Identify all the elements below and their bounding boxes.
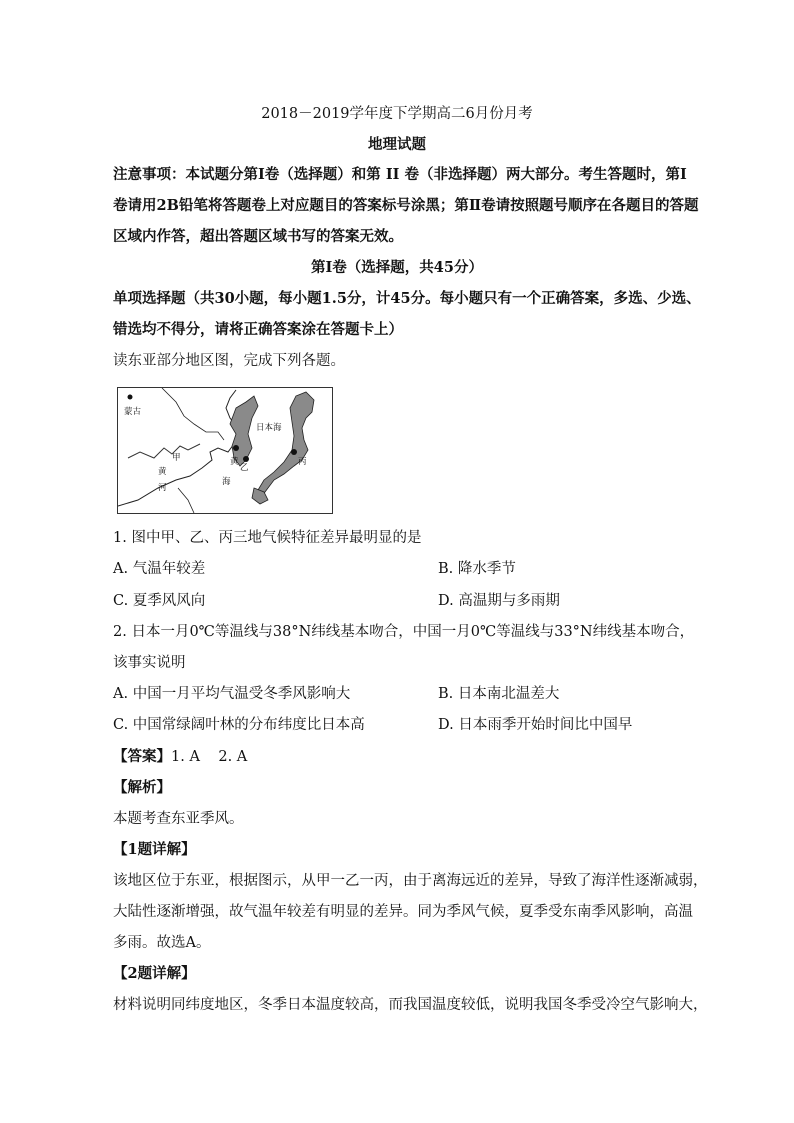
- exam-subtitle: 地理试题: [368, 136, 426, 153]
- question-1-option-a[interactable]: A. 气温年较差: [113, 561, 206, 577]
- east-asia-map: [117, 387, 333, 514]
- reading-prompt: 读东亚部分地区图，完成下列各题。: [113, 353, 345, 369]
- analysis-text: 本题考查东亚季风。: [113, 811, 244, 827]
- question-1-option-c[interactable]: C. 夏季风风向: [113, 593, 206, 609]
- answer-text: 1. A 2. A: [171, 749, 248, 765]
- answer-label: 【答案】: [113, 748, 171, 765]
- detail-1-line-1: 该地区位于东亚，根据图示，从甲一乙一丙，由于离海远近的差异，导致了海洋性逐渐减弱，: [113, 873, 708, 889]
- detail-1-line-2: 大陆性逐渐增强，故气温年较差有明显的差异。同为季风气候，夏季受东南季风影响，高温: [113, 904, 693, 920]
- detail-1-label: 【1题详解】: [113, 841, 196, 858]
- coast-south: [178, 488, 194, 513]
- yellow-river: [128, 444, 200, 458]
- question-2-option-c[interactable]: C. 中国常绿阔叶林的分布纬度比日本高: [113, 717, 365, 733]
- section-instruction-1: 单项选择题（共30小题，每小题1.5分，计45分。每小题只有一个正确答案，多选、少选、: [113, 290, 701, 307]
- exam-title: 2018－2019学年度下学期高二6月份月考: [261, 106, 533, 122]
- label-huanghe-1: 黄: [158, 467, 167, 477]
- section-title: 第Ⅰ卷（选择题，共45分）: [311, 259, 483, 276]
- question-2-option-d[interactable]: D. 日本雨季开始时间比中国早: [438, 717, 633, 733]
- border-line: [162, 388, 224, 440]
- question-2-option-a[interactable]: A. 中国一月平均气温受冬季风影响大: [113, 686, 351, 702]
- notice-line-2: 卷请用2B铅笔将答题卷上对应题目的答案标号涂黑；第Ⅱ卷请按照题号顺序在各题目的答题: [113, 197, 699, 214]
- detail-2-label: 【2题详解】: [113, 965, 196, 982]
- answer-line: [113, 746, 689, 768]
- notice-line-1: 注意事项：本试题分第Ⅰ卷（选择题）和第 II 卷（非选择题）两大部分。考生答题时，第Ⅰ: [113, 166, 687, 183]
- label-huanghai-2: 海: [222, 477, 231, 487]
- notice-line-3: 区域内作答，超出答题区域书写的答案无效。: [113, 228, 403, 245]
- analysis-label: 【解析】: [113, 779, 171, 796]
- section-instruction-2: 错选均不得分，请将正确答案涂在答题卡上）: [113, 321, 403, 338]
- question-1-option-b[interactable]: B. 降水季节: [438, 561, 516, 577]
- detail-1-line-3: 多雨。故选A。: [113, 935, 211, 951]
- label-huanghe-2: 河: [158, 483, 167, 493]
- label-bing: 丙: [298, 457, 307, 467]
- label-jia: 甲: [172, 453, 181, 463]
- yi-dot: [243, 456, 249, 462]
- question-2-option-b[interactable]: B. 日本南北温差大: [438, 686, 560, 702]
- question-1-option-d[interactable]: D. 高温期与多雨期: [438, 593, 560, 609]
- label-yi: 乙: [240, 463, 249, 473]
- question-1-stem: 1. 图中甲、乙、丙三地气候特征差异最明显的是: [113, 530, 422, 546]
- label-mongolia: 蒙古: [124, 407, 142, 417]
- korean-peninsula: [230, 396, 258, 466]
- bing-dot: [291, 449, 297, 455]
- mongolia-dot: [128, 395, 133, 400]
- jia-dot: [233, 445, 239, 451]
- question-2-stem-2: 该事实说明: [113, 655, 186, 671]
- label-sea-of-japan: 日本海: [256, 423, 282, 433]
- japan-islands: [258, 392, 314, 496]
- label-huanghai-1: 黄: [230, 457, 239, 467]
- detail-2-line-1: 材料说明同纬度地区，冬季日本温度较高，而我国温度较低，说明我国冬季受冷空气影响大，: [113, 997, 708, 1013]
- question-2-stem-1: 2. 日本一月0℃等温线与38°N纬线基本吻合，中国一月0℃等温线与33°N纬线基本吻合，: [113, 624, 695, 640]
